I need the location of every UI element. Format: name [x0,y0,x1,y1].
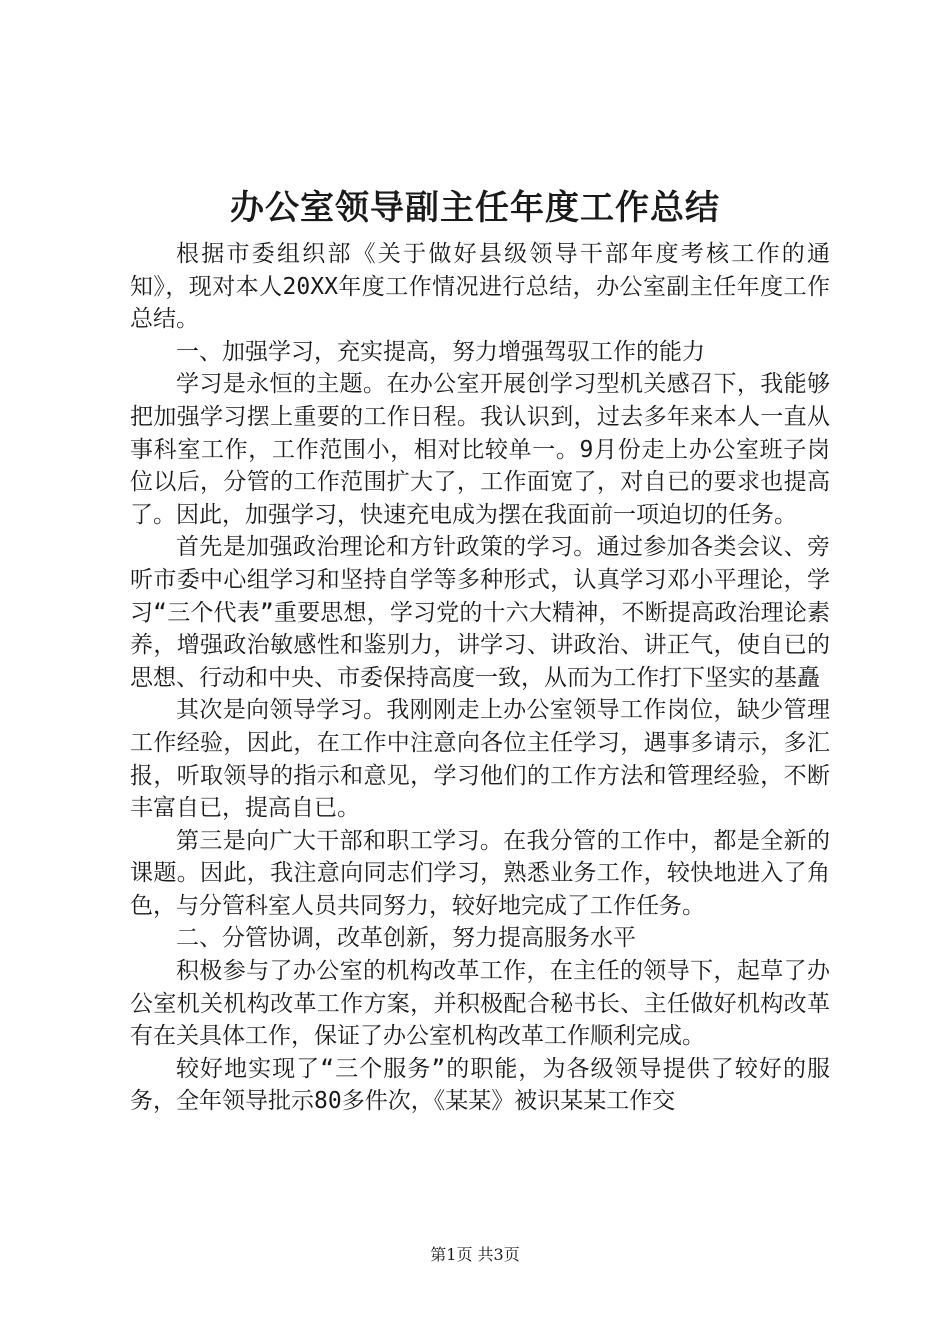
paragraph: 较好地实现了“三个服务”的职能，为各级领导提供了较好的服务，全年领导批示80多件次，《某某》被识某某工作交 [130,1055,830,1115]
section-heading-2: 二、分管协调，改革创新，努力提高服务水平 [176,925,636,952]
document-body [130,238,830,1118]
paragraph: 第三是向广大干部和职工学习。在我分管的工作中，都是全新的课题。因此，我注意向同志们学习，熟悉业务工作，较快地进入了角色，与分管科室人员共同努力，较好地完成了工作任务。 [130,827,830,919]
page-number-footer: 第1页 共3页 [430,1245,520,1264]
document-title: 办公室领导副主任年度工作总结 [230,188,720,228]
paragraph-intro: 根据市委组织部《关于做好县级领导干部年度考核工作的通知》，现对本人20XX年度工作情况进行总结，办公室副主任年度工作总结。 [130,241,830,333]
paragraph: 积极参与了办公室的机构改革工作，在主任的领导下，起草了办公室机关机构改革工作方案，并积极配合秘书长、主任做好机构改革有在关具体工作，保证了办公室机构改革工作顺利完成。 [130,958,830,1050]
paragraph: 首先是加强政治理论和方针政策的学习。通过参加各类会议、旁听市委中心组学习和坚持自学等多种形式，认真学习邓小平理论，学习“三个代表”重要思想，学习党的十六大精神，不断提高政治理论素养，增强政治敏感性和鉴别力，讲学习、讲政治、讲正气，使自已的思想、行动和中央、市委保持高度一致，从而为工作打下坚实的基矗 [130,534,830,691]
section-heading-1: 一、加强学习，充实提高，努力增强驾驭工作的能力 [176,338,705,365]
paragraph: 其次是向领导学习。我刚刚走上办公室领导工作岗位，缺少管理工作经验，因此，在工作中注意向各位主任学习，遇事多请示，多汇报，听取领导的指示和意见，学习他们的工作方法和管理经验，不断丰富自已，提高自已。 [130,697,830,822]
paragraph: 学习是永恒的主题。在办公室开展创学习型机关感召下，我能够把加强学习摆上重要的工作日程。我认识到，过去多年来本人一直从事科室工作，工作范围小，相对比较单一。9月份走上办公室班子岗位以后，分管的工作范围扩大了，工作面宽了，对自已的要求也提高了。因此，加强学习，快速充电成为摆在我面前一项迫切的任务。 [130,371,830,528]
